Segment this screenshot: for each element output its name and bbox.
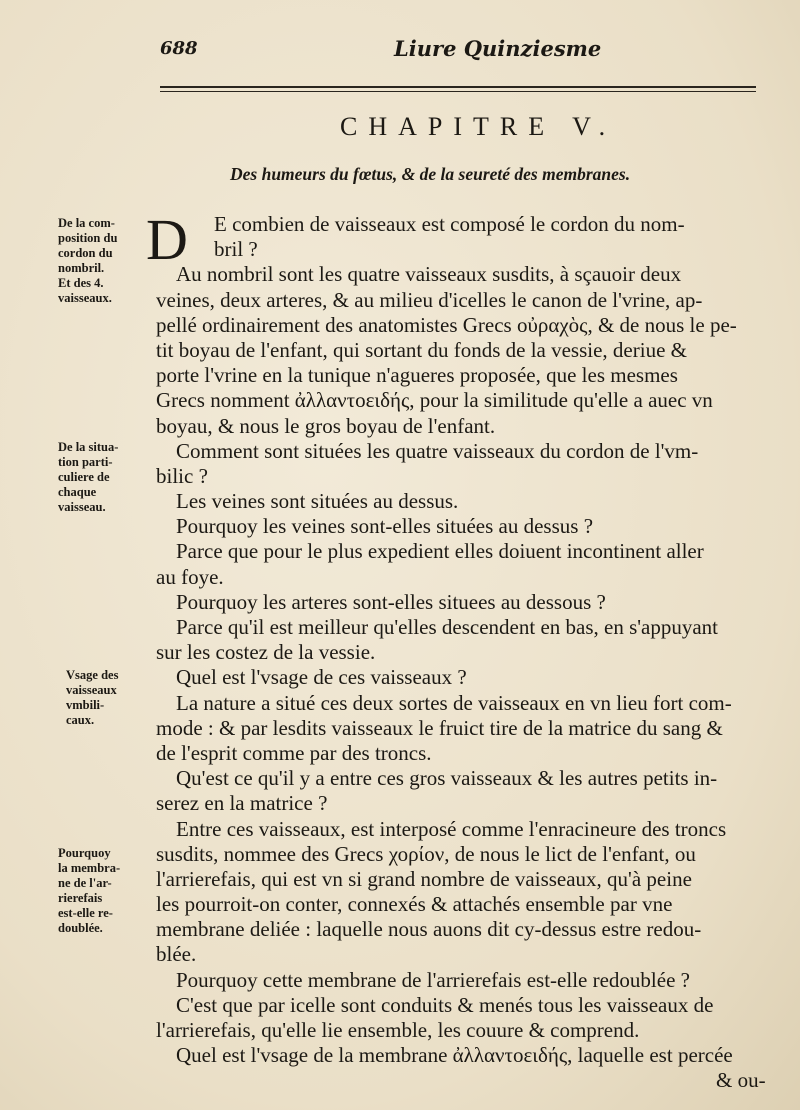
header-rule xyxy=(160,86,756,92)
text-line: l'arrierefais, qu'elle lie ensemble, les couure & comprend. xyxy=(156,1018,640,1042)
margin-note-line: est-elle re- xyxy=(58,906,113,920)
margin-note-line: la membra- xyxy=(58,861,121,875)
text-line: pellé ordinairement des anatomistes Grecs οὐραχὸς, & de nous le pe- xyxy=(156,312,737,337)
text-line: C'est que par icelle sont conduits & menés tous les vaisseaux de xyxy=(176,992,714,1017)
margin-note-line: Pourquoy xyxy=(58,846,111,860)
text-line: de l'esprit comme par des troncs. xyxy=(156,740,432,765)
margin-note-line: cordon du xyxy=(58,246,113,260)
text-line: veines, deux arteres, & au milieu d'icelles le canon de l'vrine, ap- xyxy=(156,287,703,312)
text-line: au foye. xyxy=(156,564,224,589)
text-line: Quel est l'vsage de la membrane ἀλλαντοειδής, laquelle est percée xyxy=(176,1043,733,1068)
text-line: Au nombril sont les quatre vaisseaux susdits, à sçauoir deux xyxy=(176,262,682,287)
running-title: Liure Quinziesme xyxy=(394,36,602,61)
chapter-title: CHAPITRE V. xyxy=(340,112,617,141)
text-line: les pourroit-on conter, connexés & attachés ensemble par vne xyxy=(156,892,673,917)
body-text xyxy=(146,207,776,1094)
text-line: Grecs nomment ἀλλαντοειδής, pour la similitude qu'elle a auec vn xyxy=(156,388,713,413)
page-header xyxy=(0,36,800,66)
margin-note-line: De la situa- xyxy=(58,440,119,454)
margin-note-line: chaque xyxy=(58,485,97,499)
text-line: l'arrierefais, qui est vn si grand nombre de vaisseaux, qu'à peine xyxy=(156,866,692,891)
text-line: Entre ces vaisseaux, est interposé comme l'enracineure des troncs xyxy=(176,816,727,841)
page-number: 688 xyxy=(160,38,198,59)
text-line: Qu'est ce qu'il y a entre ces gros vaisseaux & les autres petits in- xyxy=(176,766,718,791)
text-line: serez en la matrice ? xyxy=(156,791,328,816)
text-line: boyau, & nous le gros boyau de l'enfant. xyxy=(156,413,496,438)
margin-note-line: vaisseaux xyxy=(66,683,117,697)
margin-note-line: nombril. xyxy=(58,261,105,275)
drop-cap: D xyxy=(146,207,188,272)
text-line: Parce que pour le plus expedient elles doiuent incontinent aller xyxy=(176,539,704,564)
margin-note-line: vmbili- xyxy=(66,698,105,712)
text-line: susdits, nommee des Grecs χορίον, de nous le lict de l'enfant, ou xyxy=(156,841,696,866)
margin-note-line: doublée. xyxy=(58,921,103,935)
margin-note-usage xyxy=(66,668,158,728)
margin-note-line: vaisseaux. xyxy=(58,291,112,305)
text-line: Pourquoy les veines sont-elles situées au dessus ? xyxy=(176,514,594,539)
text-line: La nature a situé ces deux sortes de vaisseaux en vn lieu fort com- xyxy=(176,690,732,715)
margin-note-line: De la com- xyxy=(58,216,115,230)
text-line: Les veines sont situées au dessus. xyxy=(176,489,459,514)
margin-note-line: Et des 4. xyxy=(58,276,104,290)
margin-note-line: vaisseau. xyxy=(58,500,106,514)
margin-note-situation xyxy=(58,440,150,515)
margin-note-line: position du xyxy=(58,231,118,245)
margin-note-composition xyxy=(58,216,150,306)
text-line: bril ? xyxy=(214,237,258,262)
text-line: porte l'vrine en la tunique n'agueres proposée, que les mesmes xyxy=(156,363,678,388)
margin-note-line: tion parti- xyxy=(58,455,113,469)
margin-note-line: caux. xyxy=(66,713,95,727)
margin-note-membrane xyxy=(58,846,150,936)
text-line: mode : & par lesdits vaisseaux le fruict tire de la matrice du sang & xyxy=(156,715,723,740)
margin-note-line: ne de l'ar- xyxy=(58,876,112,890)
text-line: blée. xyxy=(156,942,197,967)
text-line: Quel est l'vsage de ces vaisseaux ? xyxy=(176,665,467,690)
text-line: tit boyau de l'enfant, qui sortant du fonds de la vessie, deriue & xyxy=(156,337,687,362)
margin-note-line: Vsage des xyxy=(66,668,119,682)
text-line: Comment sont situées les quatre vaisseaux du cordon de l'vm- xyxy=(176,438,699,463)
text-line: Pourquoy les arteres sont-elles situees au dessous ? xyxy=(176,589,606,614)
text-line: sur les costez de la vessie. xyxy=(156,640,376,665)
catchword: & ou- xyxy=(716,1068,766,1093)
text-line: membrane deliée : laquelle nous auons dit cy-dessus estre redou- xyxy=(156,917,702,942)
text-line: E combien de vaisseaux est composé le cordon du nom- xyxy=(214,212,685,236)
margin-note-line: culiere de xyxy=(58,470,110,484)
text-line: Parce qu'il est meilleur qu'elles descendent en bas, en s'appuyant xyxy=(176,615,719,639)
margin-note-line: rierefais xyxy=(58,891,103,905)
chapter-subtitle: Des humeurs du fœtus, & de la seureté des membranes. xyxy=(230,164,631,184)
text-line: Pourquoy cette membrane de l'arrierefais est-elle redoublée ? xyxy=(176,967,690,992)
text-line: bilic ? xyxy=(156,463,208,488)
